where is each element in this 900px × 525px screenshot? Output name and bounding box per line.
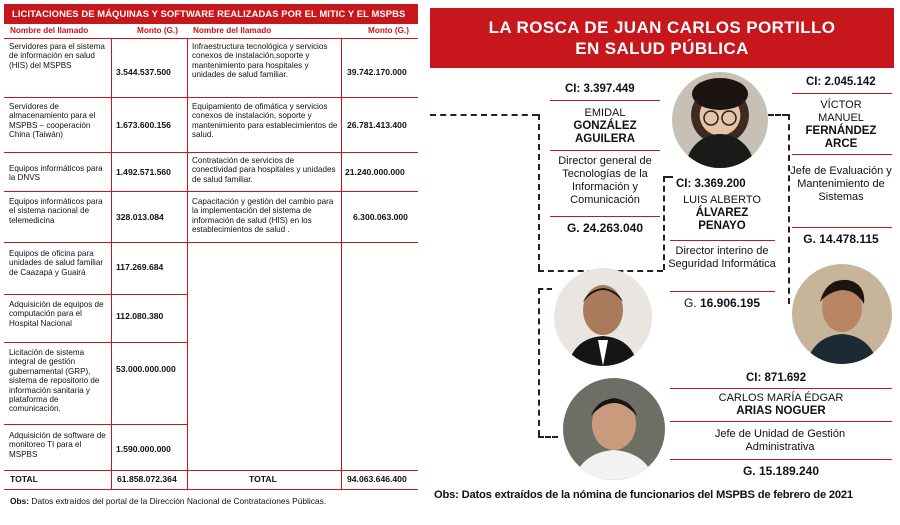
divider	[4, 342, 187, 343]
table-row: Servidores para el sistema de información en salud (HIS) del MSPBS	[9, 42, 105, 70]
table-row: Adquisición de software de monitoreo TI para el MSPBS	[9, 431, 106, 459]
table-row-amount: 1.590.000.000	[116, 444, 171, 454]
table-row-amount: 21.240.000.000	[345, 167, 405, 177]
connector	[430, 114, 538, 116]
procurement-table	[4, 4, 418, 520]
infographic-title: LA ROSCA DE JUAN CARLOS PORTILLO EN SALUD PÚBLICA	[430, 8, 894, 68]
divider	[187, 38, 188, 490]
divider	[111, 38, 112, 490]
divider	[4, 424, 187, 425]
total-left: 61.858.072.364	[117, 474, 177, 484]
person-salary: G. 14.478.115	[803, 232, 879, 246]
table-row-amount: 26.781.413.400	[347, 120, 407, 130]
person-photo	[672, 72, 768, 168]
person-role: Director general de Tecnologías de la Información y Comunicación	[558, 155, 652, 206]
person-salary: G. 24.263.040	[566, 221, 644, 235]
table-row-amount: 1.673.600.156	[116, 120, 171, 130]
person-photo	[792, 264, 892, 364]
person-ci: CI: 3.397.449	[565, 83, 635, 95]
person-ci: CI: 871.692	[746, 372, 807, 384]
table-row: Equipamiento de ofimática y servicios conexos de instalación, soporte y mantenimiento para establecimientos de salud.	[192, 102, 338, 140]
person-salary: G. 15.189.240	[742, 464, 820, 478]
table-row-amount: 6.300.063.000	[353, 212, 408, 222]
divider	[4, 294, 187, 295]
portrait-icon	[792, 264, 892, 364]
divider	[341, 38, 342, 490]
person-name: LUIS ALBERTO ÁLVAREZ PENAYO	[683, 194, 761, 232]
table-row: Servidores de almacenamiento para el MSPBS – cooperación China (Taiwán)	[9, 102, 96, 140]
divider	[550, 216, 660, 217]
person-role: Jefe de Evaluación y Mantenimiento de Sistemas	[790, 165, 892, 203]
divider	[670, 291, 775, 292]
total-label: TOTAL	[10, 474, 38, 484]
connector	[538, 436, 558, 438]
person-role: Director interino de Seguridad Informática	[668, 245, 776, 270]
divider	[4, 242, 418, 243]
divider	[550, 150, 660, 151]
person-role: Jefe de Unidad de Gestión Administrativa	[714, 428, 846, 453]
divider	[550, 100, 660, 101]
divider	[4, 191, 418, 192]
table-row: Equipos de oficina para unidades de salud familiar de Caazapá y Guairá	[9, 249, 104, 277]
infographic-footnote: Obs: Datos extraídos de la nómina de funcionarios del MSPBS de febrero de 2021	[434, 489, 853, 501]
divider	[670, 421, 892, 422]
portrait-icon	[672, 72, 768, 168]
table-row: Infraestructura tecnológica y servicios conexos de instalación,soporte y mantenimiento para hospitales y unidades de salud familiar.	[192, 42, 328, 80]
table-row: Equipos informáticos para el sistema nacional de telemedicina	[9, 197, 103, 225]
table-row: Contratación de servicios de conectividad para hospitales y unidades de salud familiar.	[192, 156, 336, 184]
infographic	[430, 8, 894, 520]
connector	[538, 288, 540, 436]
person-photo	[563, 378, 665, 480]
col-header-name: Nombre del llamado	[10, 26, 89, 35]
connector	[538, 114, 540, 270]
total-label-2: TOTAL	[249, 474, 277, 484]
divider	[670, 388, 892, 389]
table-row-amount: 3.544.537.500	[116, 67, 171, 77]
person-name: EMIDAL GONZÁLEZ AGUILERA	[573, 107, 637, 145]
table-row-amount: 53.000.000.000	[116, 364, 176, 374]
table-row: Adquisición de equipos de computación para el Hospital Nacional	[9, 300, 104, 328]
total-right: 94.063.646.400	[347, 474, 407, 484]
person-ci: CI: 2.045.142	[806, 76, 876, 88]
table-row-amount: 1.492.571.560	[116, 167, 171, 177]
table-row: Equipos informáticos para la DNVS	[9, 164, 103, 183]
table-footnote: Obs: Datos extraídos del portal de la Dirección Nacional de Contrataciones Públicas.	[10, 496, 327, 506]
col-header-name-2: Nombre del llamado	[193, 26, 272, 35]
divider	[4, 470, 418, 471]
person-ci: CI: 3.369.200	[676, 178, 746, 190]
person-name: VÍCTOR MANUEL FERNÁNDEZ ARCE	[805, 99, 877, 150]
connector	[768, 114, 788, 116]
table-row: Licitación de sistema integral de gestión gubernamental (GRP), sistema de repositorio de información sanitaria y plataforma de comunicación.	[9, 348, 100, 414]
portrait-icon	[554, 268, 652, 366]
divider	[792, 93, 892, 94]
connector	[538, 288, 552, 290]
table-row-amount: 39.742.170.000	[347, 67, 407, 77]
divider	[670, 459, 892, 460]
person-salary: G. 16.906.195	[683, 296, 761, 310]
person-name: CARLOS MARÍA ÉDGAR ARIAS NOGUER	[718, 392, 844, 417]
portrait-icon	[563, 378, 665, 480]
col-header-amount-2: Monto (G.)	[368, 26, 409, 35]
person-photo	[554, 268, 652, 366]
divider	[4, 97, 418, 98]
divider	[792, 227, 892, 228]
table-row-amount: 117.269.684	[116, 262, 164, 272]
col-header-amount: Monto (G.)	[137, 26, 178, 35]
table-row-amount: 328.013.084	[116, 212, 164, 222]
table-row-amount: 112.080.380	[116, 311, 164, 321]
table-title: LICITACIONES DE MÁQUINAS Y SOFTWARE REALIZADAS POR EL MITIC Y EL MSPBS	[4, 4, 418, 24]
divider	[792, 154, 892, 155]
table-row: Capacitación y gestión del cambio para la implementación del sistema de información de salud (HIS) en los establecimientos de salud .	[192, 197, 334, 235]
divider	[4, 152, 418, 153]
divider	[670, 240, 775, 241]
